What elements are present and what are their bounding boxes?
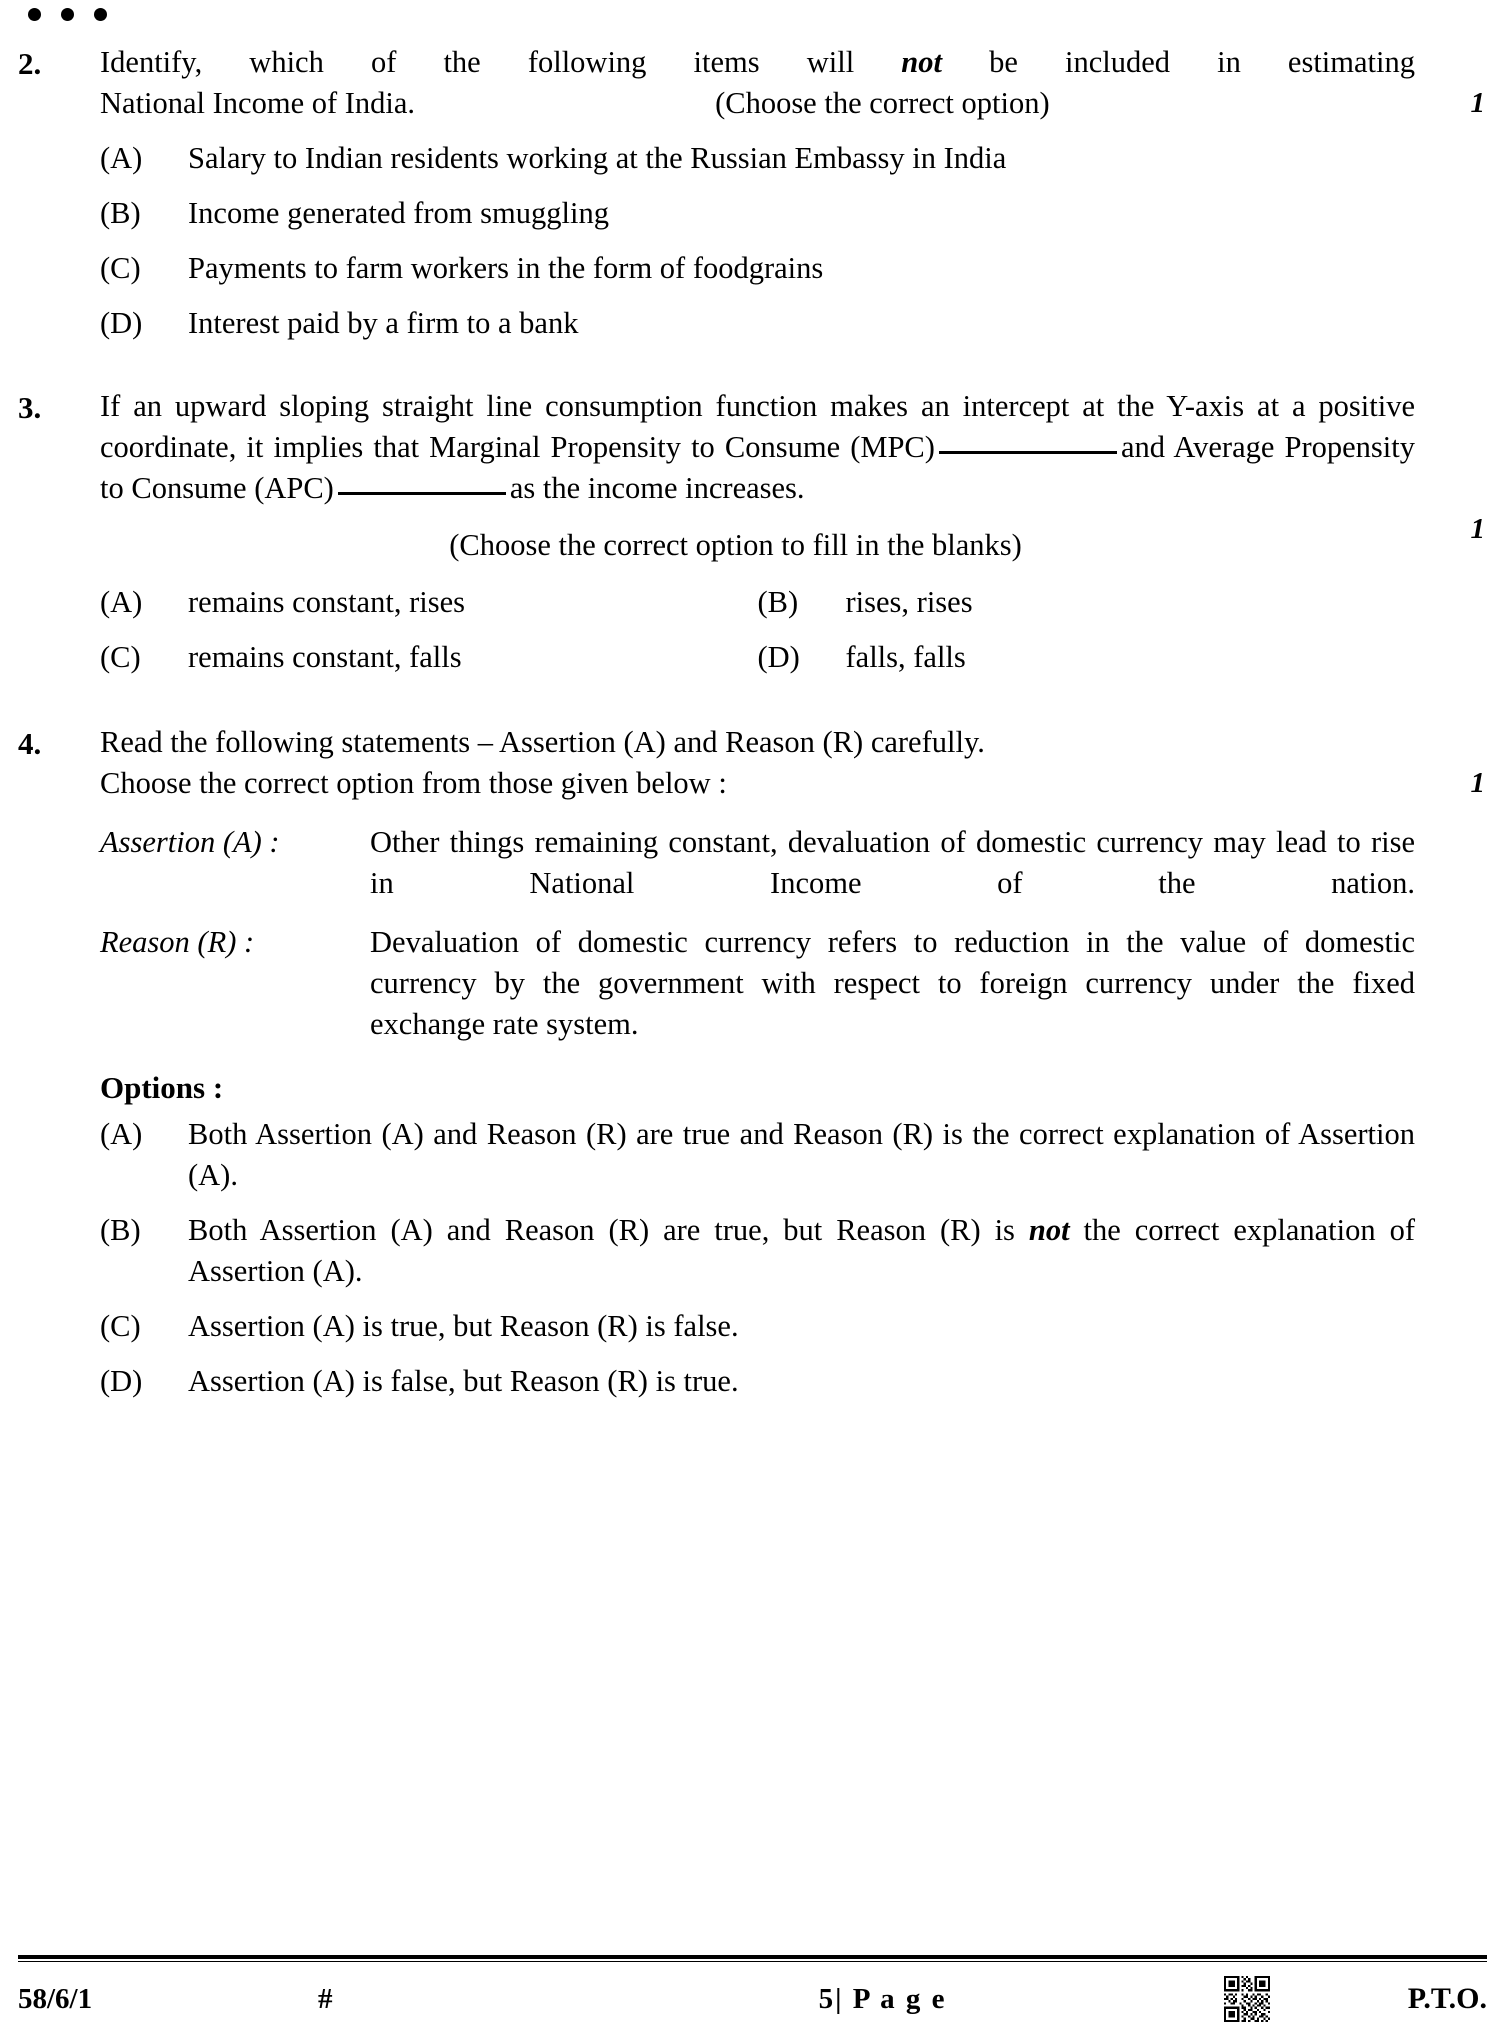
option-text: remains constant, falls — [188, 640, 462, 674]
option-text: Income generated from smuggling — [188, 196, 609, 230]
option-label: (B) — [100, 196, 141, 230]
option-label: (D) — [100, 1364, 143, 1398]
reason-label: Reason (R) : — [100, 925, 255, 959]
questions-container — [0, 42, 1505, 1408]
question-3-marks: 1 — [1470, 513, 1485, 545]
question-4-number: 4. — [18, 726, 42, 761]
reason-text: Devaluation of domestic currency refers to reduction in the value of domestic currency by the government with respect to foreign currency under the fixed exchange rate system. — [370, 925, 1415, 1041]
option-text-emphasis: not — [1028, 1213, 1070, 1247]
question-4-stem-line2: Choose the correct option from those given below : — [100, 766, 727, 800]
question-4 — [18, 722, 1485, 1402]
question-4-options — [100, 1114, 1415, 1402]
reason-block — [100, 922, 1415, 1045]
dot-icon — [61, 8, 74, 21]
question-2-stem-emphasis: not — [901, 45, 942, 79]
question-3 — [18, 386, 1485, 692]
option-text: Assertion (A) is false, but Reason (R) is true. — [188, 1364, 739, 1398]
question-4-options-heading: Options : — [100, 1070, 224, 1105]
assertion-label: Assertion (A) : — [100, 825, 280, 859]
option-label: (B) — [100, 1213, 141, 1247]
question-3-options — [100, 582, 1415, 678]
option-label: (A) — [100, 141, 143, 175]
option-label: (C) — [100, 251, 141, 285]
option-text-pre: Both Assertion (A) and Reason (R) are true, but Reason (R) is — [188, 1213, 1029, 1247]
question-2-option-b[interactable] — [100, 193, 1415, 234]
footer-pto-label: P.T.O. — [1407, 1982, 1487, 2015]
option-text: Payments to farm workers in the form of foodgrains — [188, 251, 824, 285]
question-3-number: 3. — [18, 390, 42, 425]
question-3-option-c[interactable] — [100, 637, 758, 678]
question-2-number: 2. — [18, 46, 42, 81]
question-2 — [18, 42, 1485, 358]
dot-icon — [94, 8, 107, 21]
option-text-post: the correct explanation of Assertion (A). — [188, 1213, 1415, 1288]
option-text: rises, rises — [845, 585, 973, 619]
question-3-stem-part-b: and Average Propensity to Consume (APC) — [100, 430, 1415, 505]
question-2-stem-line1 — [100, 42, 1415, 83]
question-3-instruction: (Choose the correct option to fill in the blanks) — [449, 528, 1022, 562]
footer-rule-thick — [18, 1955, 1487, 1959]
option-text: Interest paid by a firm to a bank — [188, 306, 579, 340]
option-label: (D) — [100, 306, 143, 340]
question-2-stem-part1: Identify, which of the following items will — [100, 45, 902, 79]
option-text: Assertion (A) is true, but Reason (R) is false. — [188, 1309, 739, 1343]
footer-page-number: 5| P a g e — [818, 1982, 947, 2015]
option-label: (C) — [100, 1309, 141, 1343]
question-2-option-c[interactable] — [100, 248, 1415, 289]
footer-paper-code: 58/6/1 — [18, 1982, 93, 2015]
question-2-options — [100, 138, 1415, 344]
question-4-marks: 1 — [1470, 767, 1485, 799]
qr-code-icon — [1187, 1976, 1307, 2022]
dot-icon — [28, 8, 41, 21]
assertion-block — [100, 822, 1415, 904]
question-2-marks: 1 — [1470, 87, 1485, 119]
option-text: Both Assertion (A) and Reason (R) are true and Reason (R) is the correct explanation of Assertion (A). — [188, 1117, 1415, 1192]
question-3-option-a[interactable] — [100, 582, 758, 623]
question-3-option-d[interactable] — [758, 637, 1416, 678]
top-dots-decoration — [28, 8, 107, 21]
option-label: (C) — [100, 640, 141, 674]
page-footer — [18, 1955, 1487, 2022]
question-2-stem-line2 — [100, 83, 1415, 124]
question-2-instruction: (Choose the correct option) — [715, 86, 1050, 120]
question-2-option-d[interactable] — [100, 303, 1415, 344]
footer-hash-mark: # — [318, 1982, 333, 2015]
question-3-blank-1[interactable] — [939, 451, 1117, 454]
question-3-blank-2[interactable] — [338, 492, 506, 495]
question-3-stem — [100, 386, 1415, 509]
question-2-stem-line2-text: National Income of India. — [100, 86, 416, 120]
question-4-option-d[interactable] — [100, 1361, 1415, 1402]
question-4-stem-line1: Read the following statements – Assertion (A) and Reason (R) carefully. — [100, 725, 985, 759]
option-label: (B) — [757, 585, 799, 619]
footer-rule-thin — [18, 1961, 1487, 1962]
option-label: (A) — [100, 1117, 143, 1151]
question-3-stem-part-c: as the income increases. — [509, 471, 805, 505]
option-text: Salary to Indian residents working at the Russian Embassy in India — [188, 141, 1007, 175]
question-4-option-a[interactable] — [100, 1114, 1415, 1196]
question-4-option-c[interactable] — [100, 1306, 1415, 1347]
assertion-text: Other things remaining constant, devaluation of domestic currency may lead to rise in National Income of the nation. — [370, 825, 1415, 900]
option-text: falls, falls — [845, 640, 966, 674]
option-text: remains constant, rises — [188, 585, 465, 619]
question-2-option-a[interactable] — [100, 138, 1415, 179]
question-3-stem-part-a: If an upward sloping straight line consumption function makes an intercept at the Y-axis at a positive coordinate, it implies that Marginal Propensity to Consume (MPC) — [100, 389, 1415, 464]
option-label: (A) — [100, 585, 143, 619]
option-text — [188, 1210, 1415, 1292]
question-2-stem-part2: be included in estimating — [941, 45, 1415, 79]
option-label: (D) — [757, 640, 800, 674]
question-4-option-b[interactable] — [100, 1210, 1415, 1292]
question-3-option-b[interactable] — [758, 582, 1416, 623]
